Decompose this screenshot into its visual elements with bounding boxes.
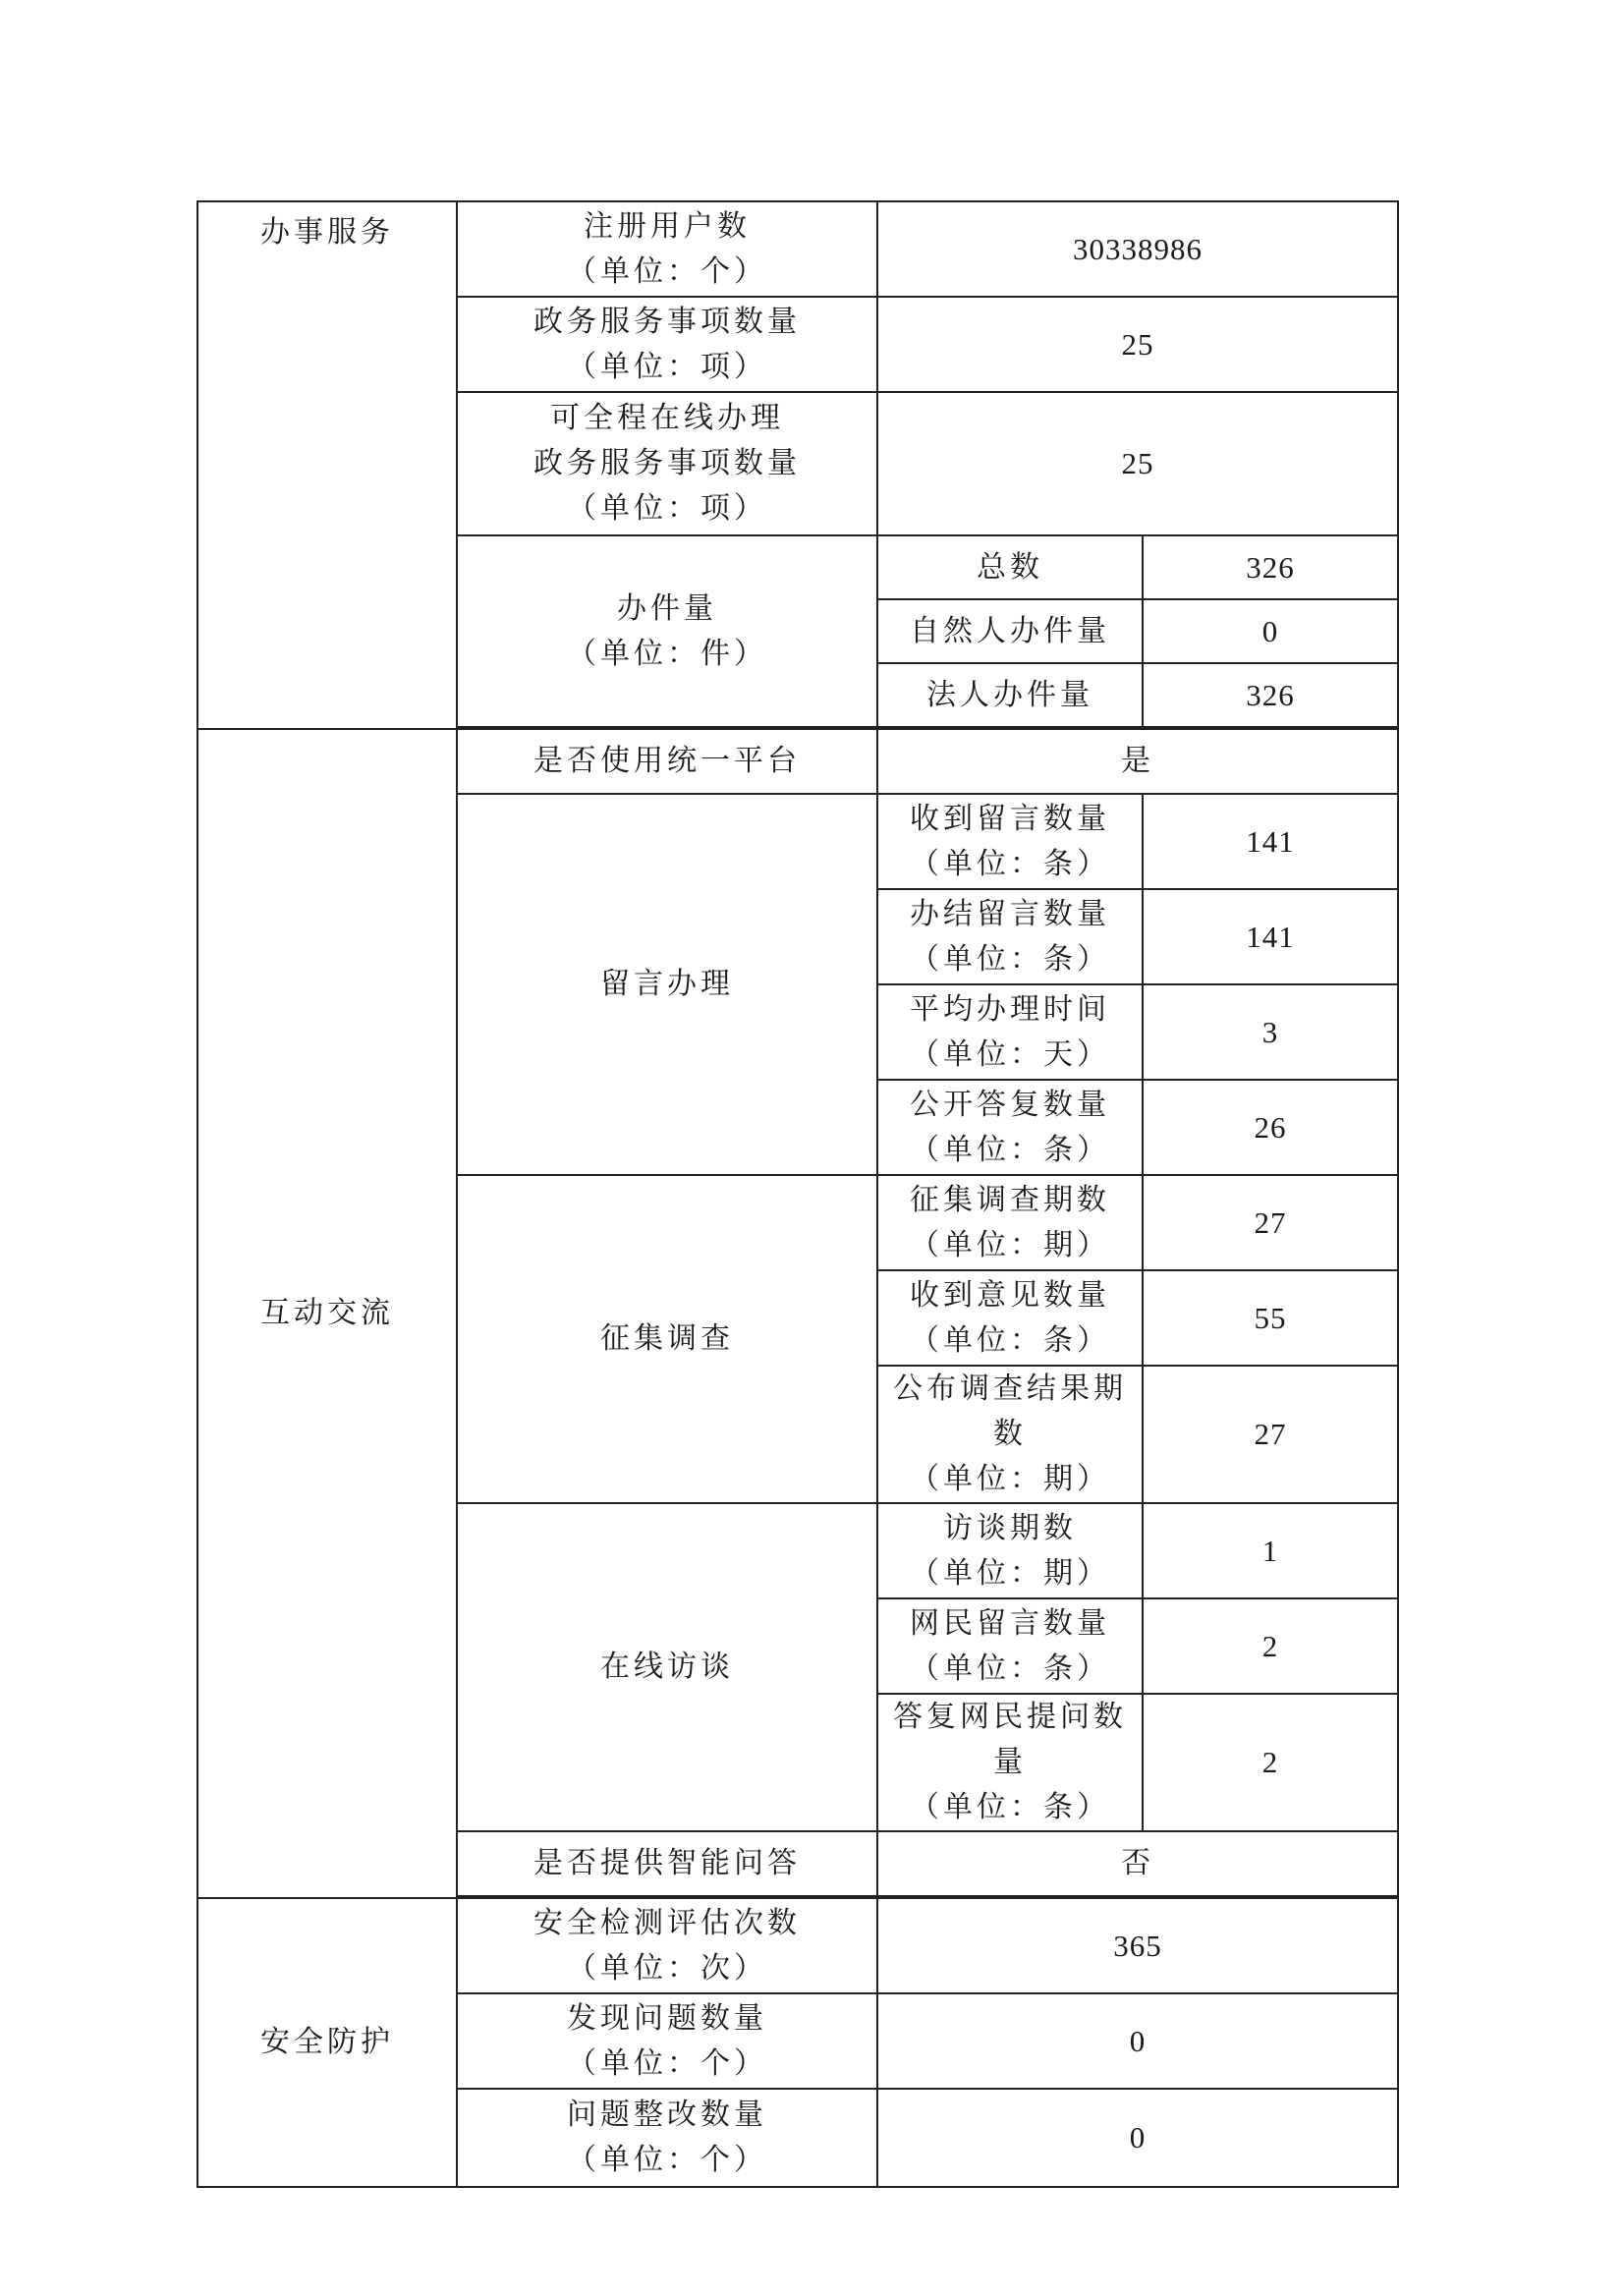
registered-users-label: 注册用户数 （单位：个） (457, 201, 877, 297)
online-items-label: 可全程在线办理 政务服务事项数量 （单位：项） (457, 392, 877, 535)
messages-closed-value: 141 (1143, 889, 1398, 984)
problems-fixed-value: 0 (877, 2089, 1398, 2187)
survey-results-value: 27 (1143, 1366, 1398, 1503)
security-checks-label: 安全检测评估次数 （单位：次） (457, 1898, 877, 1993)
cases-legal-person-value: 326 (1143, 663, 1398, 727)
smart-qa-value: 否 (877, 1831, 1398, 1896)
messages-received-value: 141 (1143, 794, 1398, 889)
messages-received-label: 收到留言数量 （单位：条） (877, 794, 1143, 889)
interview-messages-label: 网民留言数量 （单位：条） (877, 1598, 1143, 1694)
interview-periods-value: 1 (1143, 1503, 1398, 1598)
messages-avg-time-label: 平均办理时间 （单位：天） (877, 984, 1143, 1080)
messages-closed-label: 办结留言数量 （单位：条） (877, 889, 1143, 984)
problems-found-value: 0 (877, 1993, 1398, 2089)
registered-users-value: 30338986 (877, 201, 1398, 297)
statistics-table (196, 200, 1399, 2188)
problems-found-label: 发现问题数量 （单位：个） (457, 1993, 877, 2089)
survey-opinions-label: 收到意见数量 （单位：条） (877, 1270, 1143, 1366)
interview-messages-value: 2 (1143, 1598, 1398, 1694)
survey-periods-label: 征集调查期数 （单位：期） (877, 1175, 1143, 1270)
unified-platform-value: 是 (877, 729, 1398, 794)
cases-total-value: 326 (1143, 535, 1398, 599)
interview-label: 在线访谈 (457, 1503, 877, 1831)
unified-platform-label: 是否使用统一平台 (457, 729, 877, 794)
service-items-value: 25 (877, 297, 1398, 392)
smart-qa-label: 是否提供智能问答 (457, 1831, 877, 1896)
survey-opinions-value: 55 (1143, 1270, 1398, 1366)
messages-avg-time-value: 3 (1143, 984, 1398, 1080)
interview-periods-label: 访谈期数 （单位：期） (877, 1503, 1143, 1598)
cases-legal-person-label: 法人办件量 (877, 663, 1143, 727)
cases-label: 办件量 （单位：件） (457, 535, 877, 727)
messages-label: 留言办理 (457, 794, 877, 1175)
cases-natural-person-value: 0 (1143, 599, 1398, 663)
messages-public-reply-label: 公开答复数量 （单位：条） (877, 1080, 1143, 1175)
category-interaction: 互动交流 (197, 729, 457, 1898)
survey-periods-value: 27 (1143, 1175, 1398, 1270)
cases-natural-person-label: 自然人办件量 (877, 599, 1143, 663)
survey-label: 征集调查 (457, 1175, 877, 1503)
security-checks-value: 365 (877, 1898, 1398, 1993)
service-items-label: 政务服务事项数量 （单位：项） (457, 297, 877, 392)
survey-results-label: 公布调查结果期数 （单位：期） (877, 1366, 1143, 1503)
problems-fixed-label: 问题整改数量 （单位：个） (457, 2089, 877, 2187)
online-items-value: 25 (877, 392, 1398, 535)
category-service: 办事服务 (197, 201, 457, 729)
messages-public-reply-value: 26 (1143, 1080, 1398, 1175)
category-security: 安全防护 (197, 1898, 457, 2187)
interview-replies-value: 2 (1143, 1694, 1398, 1831)
cases-total-label: 总数 (877, 535, 1143, 599)
interview-replies-label: 答复网民提问数量 （单位：条） (877, 1694, 1143, 1831)
